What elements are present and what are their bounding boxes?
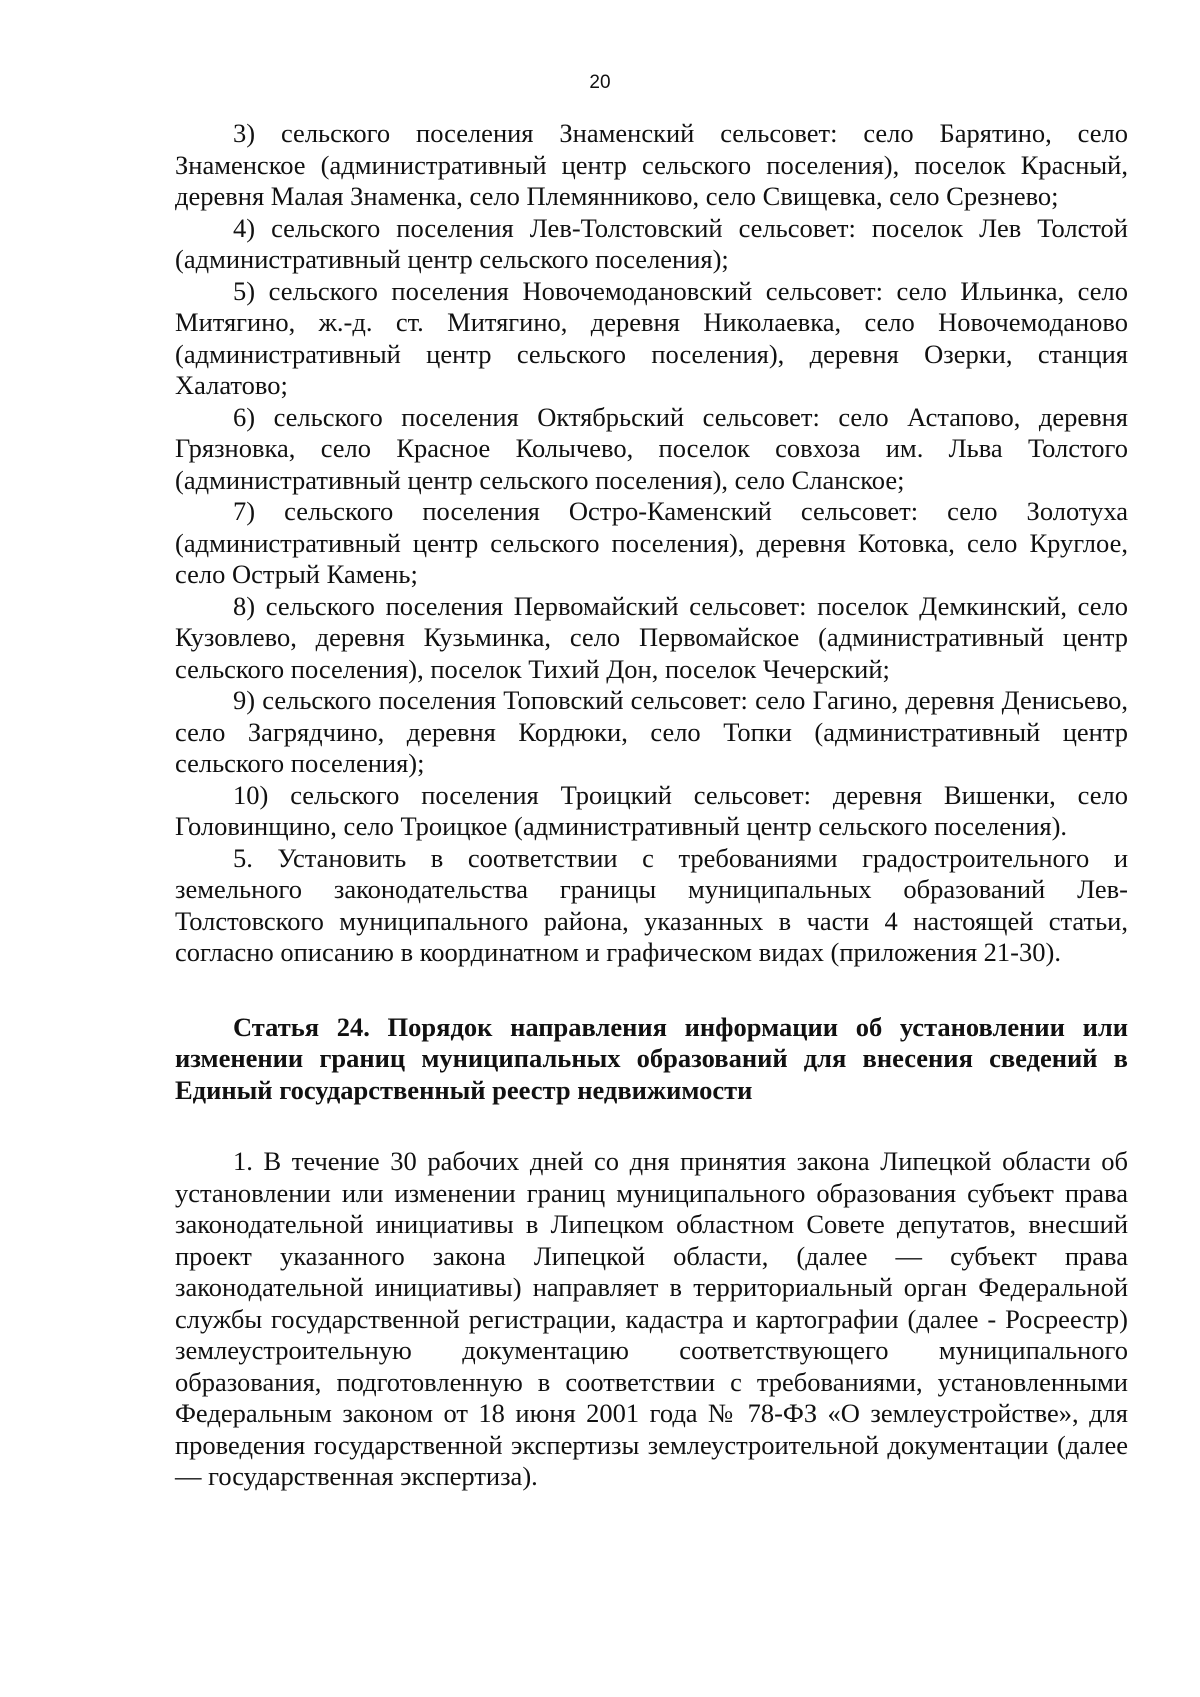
list-item-8: 8) сельского поселения Первомайский сельсовет: поселок Демкинский, село Кузовлево, деревня Кузьминка, село Первомайское (административный центр сельского поселения), поселок Тихий Дон, поселок Чечерский; <box>175 590 1128 684</box>
list-item-9: 9) сельского поселения Топовский сельсовет: село Гагино, деревня Денисьево, село Загрядчино, деревня Кордюки, село Топки (административный центр сельского поселения); <box>175 685 1128 778</box>
list-item-10: 10) сельского поселения Троицкий сельсовет: деревня Вишенки, село Головинщино, село Троицкое (административный центр сельского поселения). <box>175 779 1128 841</box>
list-item-4: 4) сельского поселения Лев-Толстовский сельсовет: поселок Лев Толстой (административный центр сельского поселения); <box>175 212 1128 274</box>
list-item-3: 3) сельского поселения Знаменский сельсовет: село Барятино, село Знаменское (административный центр сельского поселения), поселок Красный, деревня Малая Знаменка, село Племянниково, село Свищевка, село Срезнево; <box>175 118 1128 211</box>
part-5-paragraph: 5. Установить в соответствии с требованиями градостроительного и земельного законодательства границы муниципальных образований Лев-Толстовского муниципального района, указанных в части 4 настоящей статьи, согласно описанию в координатном и графическом видах (приложения 21-30). <box>175 842 1128 967</box>
list-item-5: 5) сельского поселения Новочемодановский сельсовет: село Ильинка, село Митягино, ж.-д. ст. Митягино, деревня Николаевка, село Новочемоданово (административный центр сельского поселения), деревня Озерки, станция Халатово; <box>175 275 1128 400</box>
page-number: 20 <box>589 72 611 93</box>
article-24-heading: Статья 24. Порядок направления информации об установлении или изменении границ муниципальных образований для внесения сведений в Единый государственный реестр недвижимости <box>175 1011 1128 1105</box>
list-item-6: 6) сельского поселения Октябрьский сельсовет: село Астапово, деревня Грязновка, село Красное Колычево, поселок совхоза им. Льва Толстого (административный центр сельского поселения), село Сланское; <box>175 401 1128 495</box>
list-item-7: 7) сельского поселения Остро-Каменский сельсовет: село Золотуха (административный центр сельского поселения), деревня Котовка, село Круглое, село Острый Камень; <box>175 496 1128 589</box>
document-body <box>175 118 1128 1493</box>
article-24-paragraph-1: 1. В течение 30 рабочих дней со дня принятия закона Липецкой области об установлении или изменении границ муниципального образования субъект права законодательной инициативы в Липецком областном Совете депутатов, внесший проект указанного закона Липецкой области, (далее — субъект права законодательной инициативы) направляет в территориальный орган Федеральной службы государственной регистрации, кадастра и картографии (далее - Росреестр) землеустроительную документацию соответствующего муниципального образования, подготовленную в соответствии с требованиями, установленными Федеральным законом от 18 июня 2001 года № 78-ФЗ «О землеустройстве», для проведения государственной экспертизы землеустроительной документации (далее — государственная экспертиза). <box>175 1146 1128 1491</box>
